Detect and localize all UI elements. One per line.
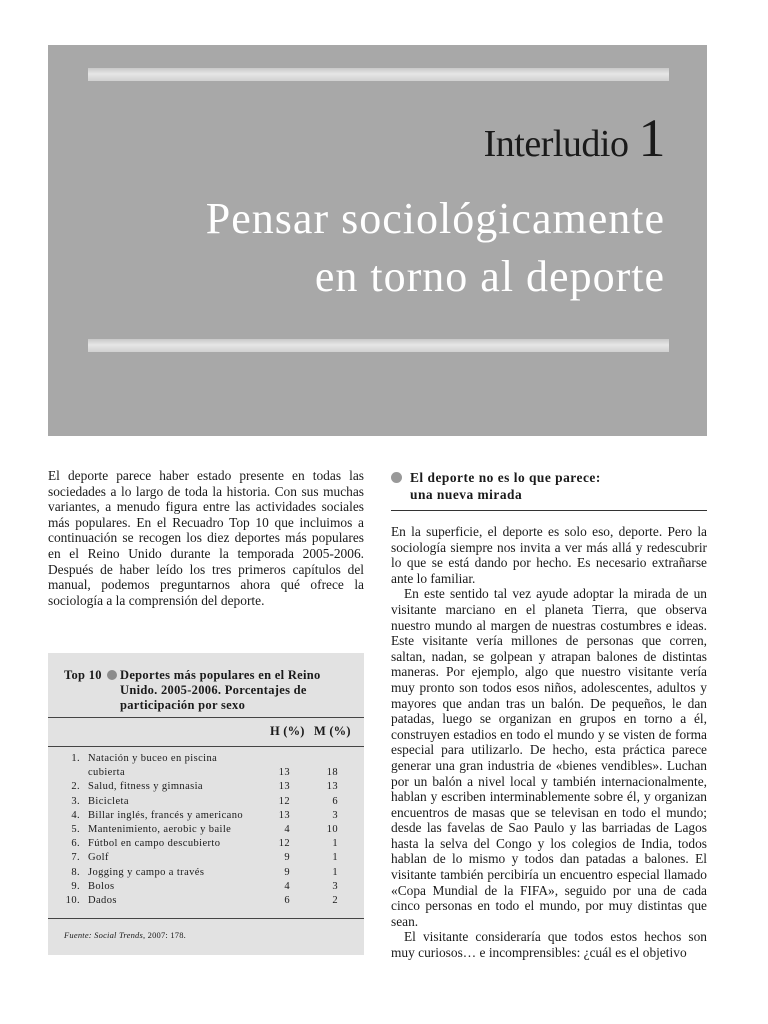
source-label: Fuente: <box>64 930 92 940</box>
section-heading-line-2: una nueva mirada <box>410 487 523 502</box>
sport-name-text: Fútbol en campo descubierto <box>88 838 221 850</box>
table-rule-header <box>48 746 364 747</box>
value-m: 18 <box>326 767 338 779</box>
table-row <box>48 752 364 780</box>
row-number: 8. <box>71 866 80 878</box>
source-publication: Social Trends <box>94 930 143 940</box>
value-m: 3 <box>332 880 338 892</box>
row-number: 1. <box>71 753 80 764</box>
table-row <box>48 795 364 809</box>
row-number: 6. <box>71 838 80 850</box>
bullet-dot-icon <box>107 670 117 680</box>
section-heading <box>410 469 700 503</box>
table-rule-bottom <box>48 918 364 919</box>
row-number: 2. <box>71 781 80 793</box>
value-m: 1 <box>332 866 338 878</box>
intro-paragraph: El deporte parece haber estado presente en todas las sociedades a lo largo de toda la historia. Con sus muchas variantes, a menudo figura entre las actividades sociales más populares. En el Recuadro Top 10 que incluimos a continuación se recogen los diez deportes más populares en el Reino Unido durante la temporada 2005-2006. Después de haber leído los tres primeros capítulos del manual, podemos preguntarnos ahora qué ofrece la sociología a la comprensión del deporte. <box>48 468 364 608</box>
source-details: , 2007: 178. <box>142 930 186 940</box>
section-heading-line-1: El deporte no es lo que parece: <box>410 470 601 485</box>
sport-name-text: Billar inglés, francés y americano <box>88 809 244 821</box>
value-h: 12 <box>278 795 290 807</box>
section-bullet-icon <box>391 472 402 483</box>
sport-name-text: Jogging y campo a través <box>88 866 205 878</box>
decorative-band-top <box>88 68 669 81</box>
value-h: 13 <box>278 767 290 779</box>
body-paragraph-2: En este sentido tal vez ayude adoptar la mirada de un visitante marciano en el planeta Tierra, que observa nuestro mundo al margen de nuestras costumbres e ideas. Este visitante vería millones de personas que corren, saltan, nadan, se golpean y atrapan balones de distintas maneras. Por ejemplo, algo que nuestro visitante vería muy pronto son todos esos niños, adolescentes, adultos y mayores que andan tras un balón. De pequeños, le dan patadas, luego se organizan en grupos en torno a él, construyen estadios en todo el mundo y se visten de forma especial para utilizarlo. De hecho, esta práctica parece generar una gran industria de «bienes vendibles». Luchan por un balón a nivel local y también internacionalmente, hablan y escriben interminablemente sobre él, y organizan encuentros de masas que se televisan en todo el mundo; desde las favelas de Sao Paulo y las barriadas de Lagos hasta la selva del Congo y los colegios de India, todos hablan de lo mismo y todos dan patadas a balones. El visitante también percibiría un encuentro especial llamado «Copa Mundial de la FIFA», seguido por una de cada cinco personas en todo el mundo, por muy distintas que sean. <box>391 586 707 929</box>
top10-title: Deportes más populares en el Reino Unido. 2005-2006. Porcentajes de participación por sexo <box>120 668 321 712</box>
body-paragraph-3: El visitante consideraría que todos estos hechos son muy curiosos… e incomprensibles: ¿cuál es el objetivo <box>391 929 707 961</box>
column-header-m: M (%) <box>314 724 351 738</box>
value-h: 9 <box>284 852 290 864</box>
table-row <box>48 809 364 823</box>
sport-name-text: Dados <box>88 894 117 906</box>
chapter-title-line-2: en torno al deporte <box>314 252 665 301</box>
body-paragraph-1: En la superficie, el deporte es solo eso, deporte. Pero la sociología siempre nos invita a ver más allá y redescubrir lo que se está dando por hecho. Es necesario extrañarse ante lo familiar. <box>391 524 707 586</box>
interlude-heading <box>484 107 665 169</box>
value-h: 13 <box>278 781 290 793</box>
table-row <box>48 880 364 894</box>
value-m: 1 <box>332 838 338 850</box>
table-rule-top <box>48 717 364 718</box>
interlude-number: 1 <box>638 108 665 168</box>
value-h: 4 <box>284 880 290 892</box>
table-row <box>48 823 364 837</box>
table-row <box>48 866 364 880</box>
sport-name-text: Bolos <box>88 880 115 892</box>
sport-name-text: Golf <box>88 852 109 864</box>
chapter-banner <box>48 45 707 436</box>
chapter-title <box>65 190 665 306</box>
value-m: 2 <box>332 894 338 906</box>
chapter-title-line-1: Pensar sociológicamente <box>205 194 665 243</box>
row-number: 10. <box>65 894 80 906</box>
row-number: 7. <box>71 852 80 864</box>
table-row <box>48 894 364 908</box>
value-m: 6 <box>332 795 338 807</box>
sport-name-text: Bicicleta <box>88 795 129 807</box>
interlude-label: Interludio <box>483 123 629 165</box>
value-m: 3 <box>332 809 338 821</box>
intro-column <box>48 468 364 608</box>
decorative-band-bottom <box>88 339 669 352</box>
sport-name-continuation: cubierta <box>88 767 126 779</box>
table-row <box>48 780 364 794</box>
table-source <box>64 930 186 940</box>
value-m: 10 <box>326 823 338 835</box>
value-h: 12 <box>278 838 290 850</box>
table-row <box>48 851 364 865</box>
sport-name-text: Natación y buceo en piscina <box>88 753 218 764</box>
sport-name-text: Salud, fitness y gimnasia <box>88 781 203 793</box>
value-h: 4 <box>284 823 290 835</box>
top10-table-body <box>48 752 364 908</box>
column-header-h: H (%) <box>270 724 305 738</box>
body-column <box>391 524 707 961</box>
value-h: 6 <box>284 894 290 906</box>
value-h: 9 <box>284 866 290 878</box>
row-number: 3. <box>71 795 80 807</box>
top10-label: Top 10 <box>64 668 102 682</box>
section-rule <box>391 510 707 511</box>
row-number: 9. <box>71 880 80 892</box>
value-m: 13 <box>326 781 338 793</box>
top10-box <box>48 653 364 955</box>
sport-name-text: Mantenimiento, aerobic y baile <box>88 823 232 835</box>
table-row <box>48 837 364 851</box>
value-m: 1 <box>332 852 338 864</box>
row-number: 4. <box>71 809 80 821</box>
value-h: 13 <box>278 809 290 821</box>
row-number: 5. <box>71 823 80 835</box>
